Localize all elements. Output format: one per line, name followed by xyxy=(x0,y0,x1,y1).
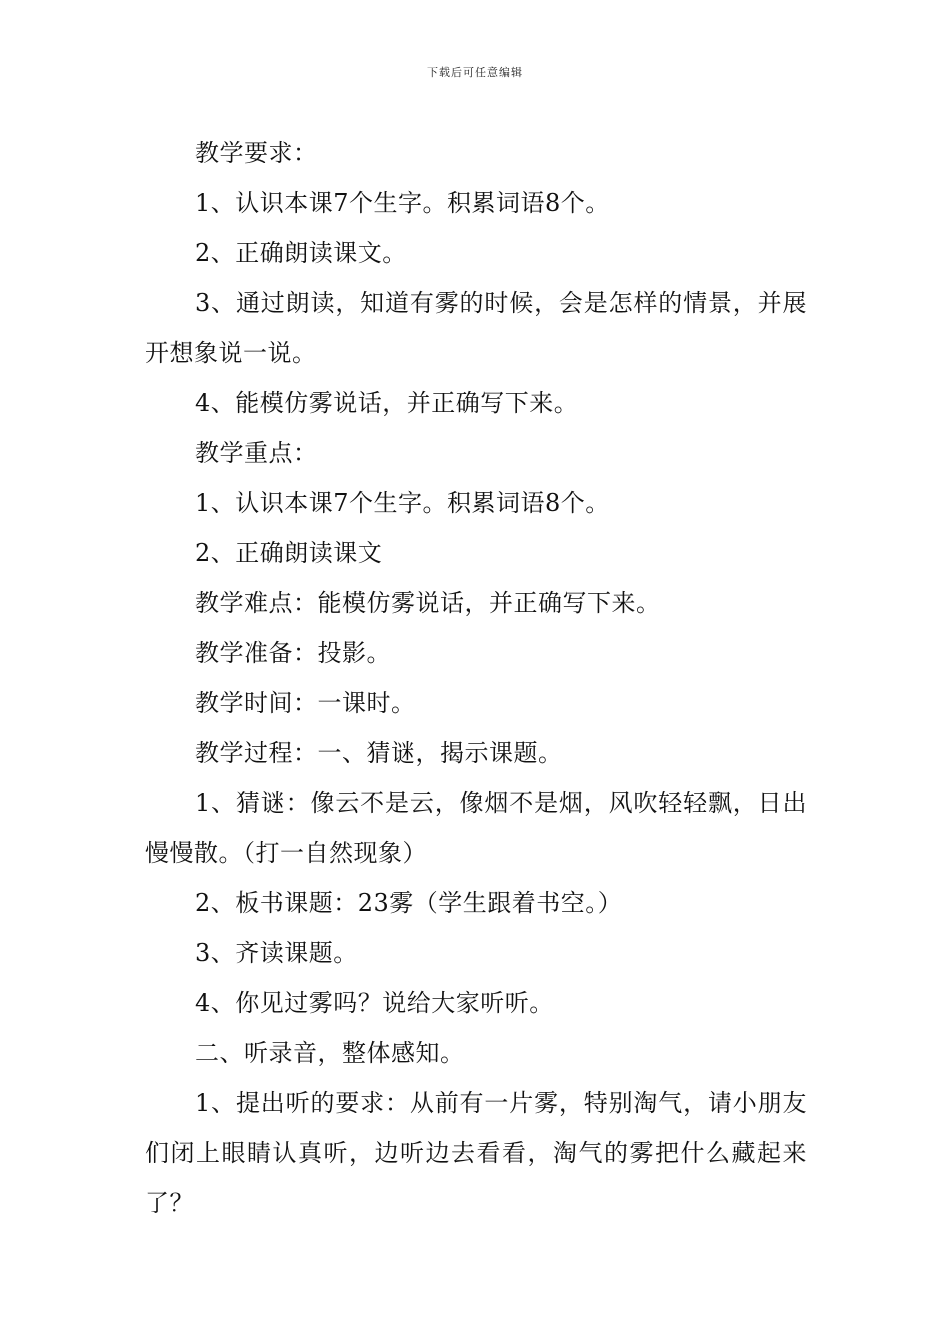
paragraph: 2、正确朗读课文 xyxy=(195,539,383,567)
paragraph: 教学要求： xyxy=(195,139,318,167)
paragraph: 4、你见过雾吗？说给大家听听。 xyxy=(195,989,554,1017)
paragraph: 教学准备：投影。 xyxy=(195,639,391,667)
paragraph: 4、能模仿雾说话，并正确写下来。 xyxy=(195,389,579,417)
paragraph: 2、板书课题：23雾（学生跟着书空。） xyxy=(195,889,623,917)
paragraph: 教学过程：一、猜谜，揭示课题。 xyxy=(195,739,563,767)
paragraph: 教学难点：能模仿雾说话，并正确写下来。 xyxy=(195,589,661,617)
page-header-note: 下载后可任意编辑 xyxy=(427,66,523,79)
paragraph: 二、听录音，整体感知。 xyxy=(195,1039,465,1067)
paragraph: 3、齐读课题。 xyxy=(195,939,358,967)
paragraph: 1、认识本课7个生字。积累词语8个。 xyxy=(195,489,610,517)
paragraph: 教学重点： xyxy=(195,439,318,467)
paragraph: 2、正确朗读课文。 xyxy=(195,239,407,267)
paragraph: 1、猜谜：像云不是云，像烟不是烟，风吹轻轻飘，日出慢慢散。（打一自然现象） xyxy=(145,789,807,867)
paragraph: 1、提出听的要求：从前有一片雾，特别淘气，请小朋友们闭上眼睛认真听，边听边去看看，淘气的雾把什么藏起来了？ xyxy=(145,1089,807,1217)
paragraph: 教学时间：一课时。 xyxy=(195,689,416,717)
document-body xyxy=(145,128,807,1228)
paragraph: 1、认识本课7个生字。积累词语8个。 xyxy=(195,189,610,217)
paragraph: 3、通过朗读，知道有雾的时候，会是怎样的情景，并展开想象说一说。 xyxy=(145,289,807,367)
